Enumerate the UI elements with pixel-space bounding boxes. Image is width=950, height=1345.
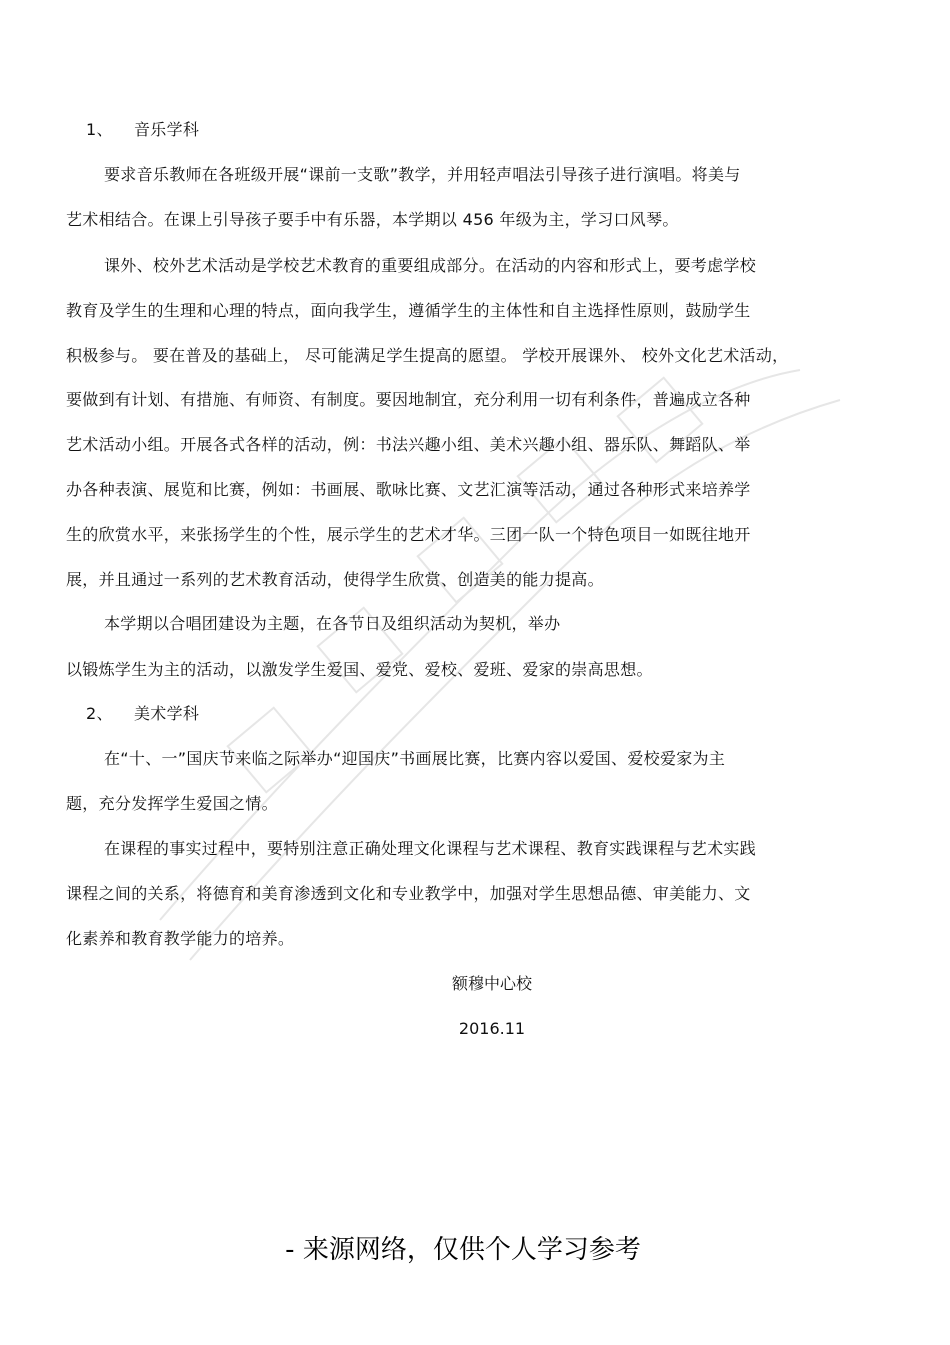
section2-line-2: 题，充分发挥学生爱国之情。 bbox=[66, 794, 278, 813]
section1-line-3: 课外、校外艺术活动是学校艺术教育的重要组成部分。在活动的内容和形式上，要考虑学校 bbox=[104, 256, 757, 275]
signature-school: 额穆中心校 bbox=[451, 974, 532, 993]
section1-line-11: 本学期以合唱团建设为主题，在各节日及组织活动为契机，举办 bbox=[104, 614, 561, 633]
section1-line-8: 办各种表演、展览和比赛，例如：书画展、歌咏比赛、文艺汇演等活动，通过各种形式来培养学 bbox=[66, 480, 751, 499]
section1-line-6: 要做到有计划、有措施、有师资、有制度。要因地制宜，充分利用一切有利条件，普遍成立各种 bbox=[66, 390, 751, 409]
section1-number: 1、 bbox=[86, 120, 113, 139]
section1-line-5: 积极参与。 要在普及的基础上， 尽可能满足学生提高的愿望。 学校开展课外、 校外文化艺术活动， bbox=[66, 346, 789, 365]
section2-line-3: 在课程的事实过程中，要特别注意正确处理文化课程与艺术课程、教育实践课程与艺术实践 bbox=[104, 839, 757, 858]
section1-line-10: 展，并且通过一系列的艺术教育活动，使得学生欣赏、创造美的能力提高。 bbox=[66, 570, 604, 589]
section1-line-7: 艺术活动小组。开展各式各样的活动，例：书法兴趣小组、美术兴趣小组、器乐队、舞蹈队、举 bbox=[66, 435, 751, 454]
section2-title: 美术学科 bbox=[134, 704, 200, 723]
signature-date: 2016.11 bbox=[458, 1019, 526, 1038]
section1-line-4: 教育及学生的生理和心理的特点，面向我学生，遵循学生的主体性和自主选择性原则，鼓励学生 bbox=[66, 301, 751, 320]
section2-line-4: 课程之间的关系，将德育和美育渗透到文化和专业教学中，加强对学生思想品德、审美能力、文 bbox=[66, 884, 751, 903]
section1-title: 音乐学科 bbox=[134, 120, 200, 139]
footer-note: - 来源网络，仅供个人学习参考 bbox=[285, 1235, 641, 1265]
section1-line-12: 以锻炼学生为主的活动，以激发学生爱国、爱党、爱校、爱班、爱家的崇高思想。 bbox=[66, 660, 653, 679]
section2-number: 2、 bbox=[86, 704, 113, 723]
section1-line-2: 艺术相结合。在课上引导孩子要手中有乐器，本学期以 456 年级为主，学习口风琴。 bbox=[66, 210, 679, 229]
section2-line-1: 在“十、一”国庆节来临之际举办“迎国庆”书画展比赛，比赛内容以爱国、爱校爱家为主 bbox=[104, 749, 726, 768]
section1-line-9: 生的欣赏水平，来张扬学生的个性，展示学生的艺术才华。三团一队一个特色项目一如既往地开 bbox=[66, 525, 751, 544]
section1-line-1: 要求音乐教师在各班级开展“课前一支歌”教学，并用轻声唱法引导孩子进行演唱。将美与 bbox=[104, 165, 741, 184]
section2-line-5: 化素养和教育教学能力的培养。 bbox=[66, 929, 295, 948]
